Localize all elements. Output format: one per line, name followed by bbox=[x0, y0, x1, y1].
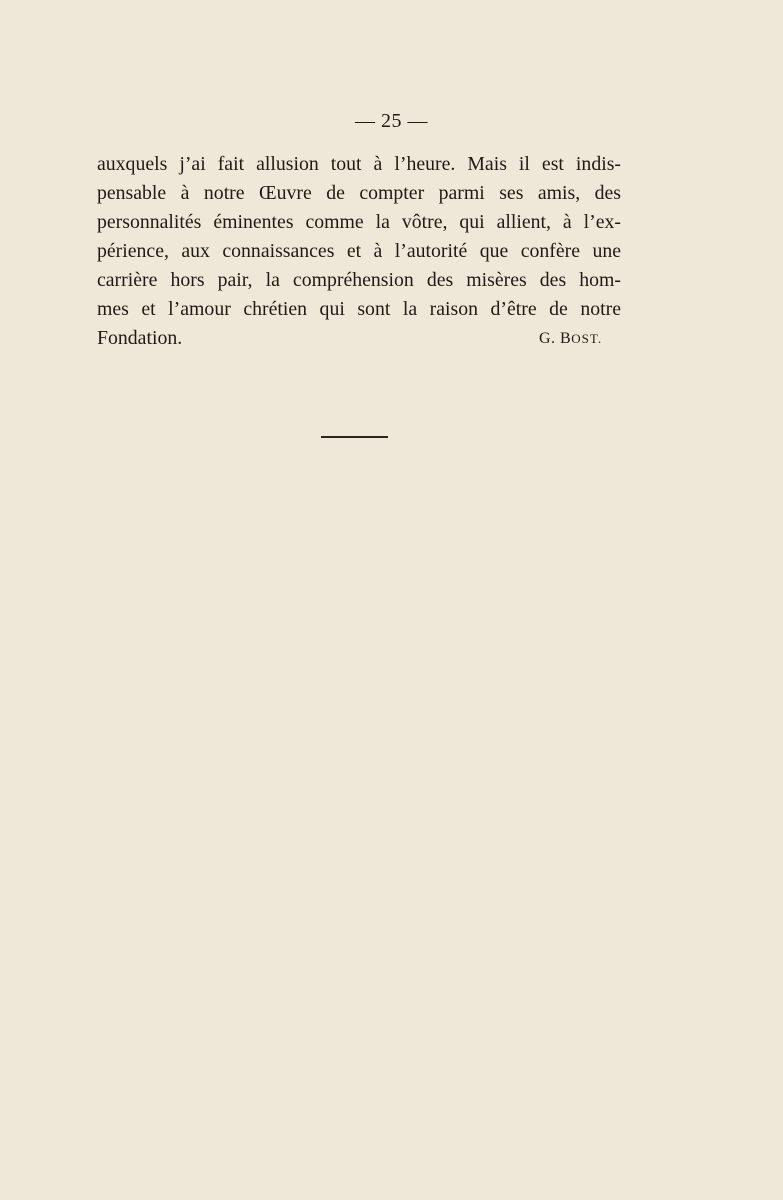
page-number: — 25 — bbox=[355, 110, 428, 132]
letter-paragraph bbox=[97, 150, 621, 353]
paragraph-line: pensable à notre Œuvre de compter parmi ses amis, des bbox=[97, 182, 621, 204]
paragraph-line: auxquels j’ai fait allusion tout à l’heure. Mais il est indis- bbox=[97, 153, 621, 175]
signature-surname: OST. bbox=[571, 331, 603, 346]
signature bbox=[539, 330, 602, 348]
paragraph-line: mes et l’amour chrétien qui sont la raison d’être de notre bbox=[97, 298, 621, 320]
paragraph-line: périence, aux connaissances et à l’autorité que confère une bbox=[97, 240, 621, 262]
signature-initial: G. B bbox=[539, 330, 572, 347]
paragraph-line: carrière hors pair, la compréhension des misères des hom- bbox=[97, 269, 621, 291]
paragraph-line: personnalités éminentes comme la vôtre, qui allient, à l’ex- bbox=[97, 211, 621, 233]
separator-rule bbox=[321, 436, 388, 438]
paragraph-line: Fondation. bbox=[97, 327, 183, 349]
